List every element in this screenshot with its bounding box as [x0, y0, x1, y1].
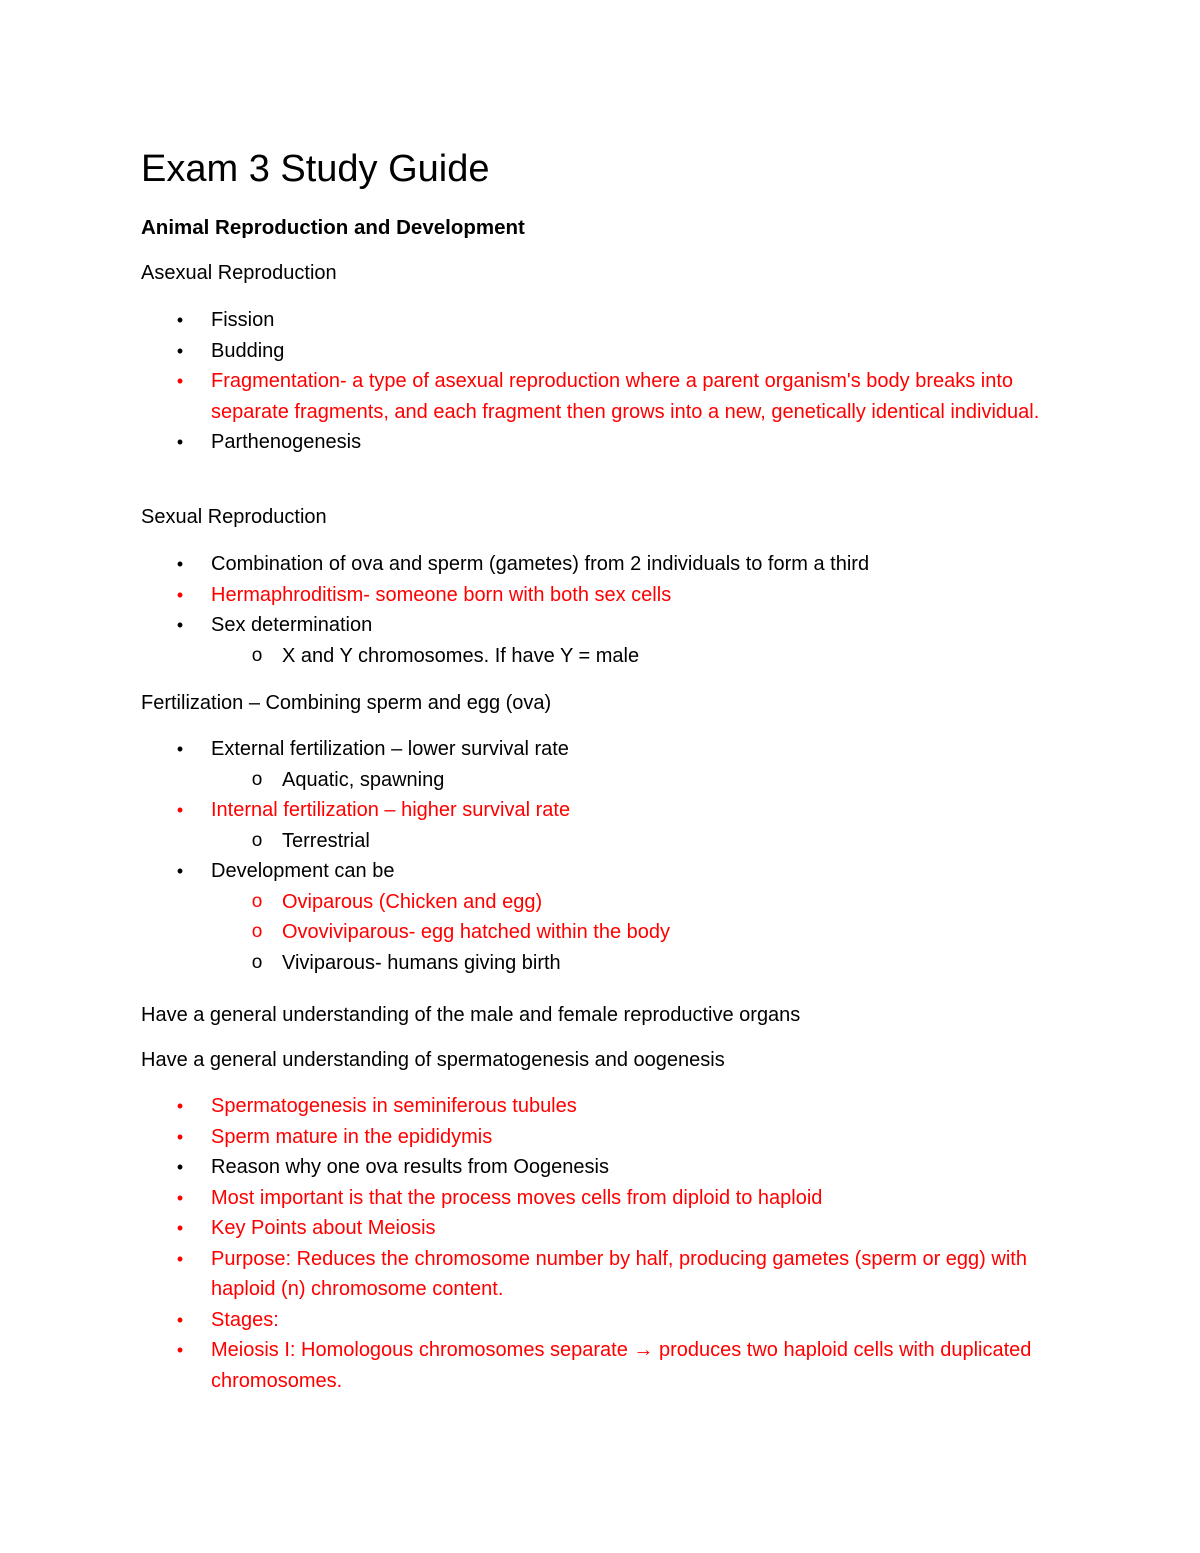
bullet-icon: • [176, 584, 184, 605]
list-item-text: Sperm mature in the epididymis [211, 1125, 493, 1148]
sub-list-item [0, 917, 1072, 948]
sexual-heading: Sexual Reproduction [141, 506, 327, 528]
bullet-icon: • [176, 1309, 184, 1330]
list-item-text: Meiosis I: Homologous chromosomes separate → produces two haploid cells with duplicated chromosomes. [211, 1339, 1032, 1392]
fertilization-heading: Fertilization – Combining sperm and egg (ova) [141, 692, 552, 714]
sub-list-item [0, 765, 1072, 796]
sub-bullet-icon: o [251, 921, 263, 942]
list-item-text: Oviparous (Chicken and egg) [282, 890, 543, 913]
list-item [0, 1244, 1071, 1305]
sub-bullet-icon: o [251, 644, 263, 666]
list-item [0, 1091, 1071, 1122]
sub-list-item [0, 887, 1072, 918]
bullet-icon: • [176, 615, 184, 635]
bullet-icon: • [176, 1248, 184, 1269]
list-item-text: Most important is that the process moves cells from diploid to haploid [211, 1186, 823, 1209]
sub-bullet-icon: o [251, 768, 263, 790]
list-item-text: Reason why one ova results from Oogenesis [211, 1156, 609, 1178]
list-item [0, 1152, 1071, 1183]
fertilization-list [0, 734, 1072, 978]
list-item [0, 1213, 1071, 1244]
list-item-text: Terrestrial [282, 829, 370, 852]
list-item [0, 734, 1071, 765]
sub-bullet-icon: o [251, 951, 263, 973]
gametogenesis-list [0, 1091, 1071, 1396]
page-title: Exam 3 Study Guide [141, 148, 490, 190]
list-item [0, 610, 1071, 641]
bullet-icon: • [176, 800, 184, 820]
list-item [0, 427, 1071, 458]
sexual-list [0, 549, 1072, 671]
list-item [0, 580, 1071, 611]
list-item-text: Fission [211, 309, 275, 331]
bullet-icon: • [176, 739, 184, 759]
bullet-icon: • [176, 1218, 184, 1238]
list-item-text: Hermaphroditism- someone born with both sex cells [211, 583, 672, 606]
list-item-text: Stages: [211, 1308, 279, 1331]
list-item-text: Ovoviviparous- egg hatched within the body [282, 921, 671, 943]
bullet-icon: • [176, 432, 184, 452]
list-item [0, 549, 1071, 580]
bullet-icon: • [176, 861, 184, 881]
bullet-icon: • [176, 1157, 184, 1177]
list-item-text: Aquatic, spawning [282, 768, 445, 791]
list-item-text: Development can be [211, 860, 395, 882]
asexual-list [0, 305, 1071, 458]
organs-note: Have a general understanding of the male and female reproductive organs [141, 1004, 801, 1026]
bullet-icon: • [176, 1096, 184, 1116]
list-item [0, 366, 1071, 427]
list-item-text: X and Y chromosomes. If have Y = male [282, 644, 640, 667]
list-item-text: Fragmentation- a type of asexual reproduction where a parent organism's body breaks into separate fragments, and each fragment then grows into a new, genetically identical individual. [211, 370, 1040, 423]
list-item [0, 795, 1071, 826]
list-item-text: Purpose: Reduces the chromosome number by half, producing gametes (sperm or egg) with haploid (n) chromosome content. [211, 1247, 1027, 1300]
section-heading: Animal Reproduction and Development [141, 216, 525, 239]
list-item [0, 856, 1071, 887]
sub-bullet-icon: o [251, 829, 263, 851]
list-item [0, 1305, 1071, 1336]
sub-bullet-icon: o [251, 890, 263, 912]
list-item-text: Combination of ova and sperm (gametes) from 2 individuals to form a third [211, 553, 870, 575]
list-item-text: Internal fertilization – higher survival rate [211, 799, 571, 821]
list-item [0, 305, 1071, 336]
list-item-text: External fertilization – lower survival rate [211, 738, 569, 760]
list-item [0, 336, 1071, 367]
list-item-text: Budding [211, 339, 285, 362]
bullet-icon: • [176, 340, 184, 361]
list-item [0, 1122, 1071, 1153]
sub-list-item [0, 641, 1072, 672]
bullet-icon: • [176, 1187, 184, 1208]
sub-list-item [0, 826, 1072, 857]
asexual-heading: Asexual Reproduction [141, 262, 337, 284]
list-item-text: Spermatogenesis in seminiferous tubules [211, 1095, 577, 1117]
list-item-text: Key Points about Meiosis [211, 1217, 436, 1239]
list-item-text: Parthenogenesis [211, 431, 362, 453]
bullet-icon: • [176, 1126, 184, 1147]
bullet-icon: • [176, 554, 184, 574]
list-item [0, 1335, 1071, 1396]
bullet-icon: • [176, 371, 184, 391]
bullet-icon: • [176, 1340, 184, 1360]
list-item [0, 1183, 1071, 1214]
bullet-icon: • [176, 310, 184, 330]
sub-list-item [0, 948, 1072, 979]
list-item-text: Sex determination [211, 614, 373, 636]
gametogenesis-heading: Have a general understanding of spermatogenesis and oogenesis [141, 1049, 725, 1071]
list-item-text: Viviparous- humans giving birth [282, 951, 561, 974]
